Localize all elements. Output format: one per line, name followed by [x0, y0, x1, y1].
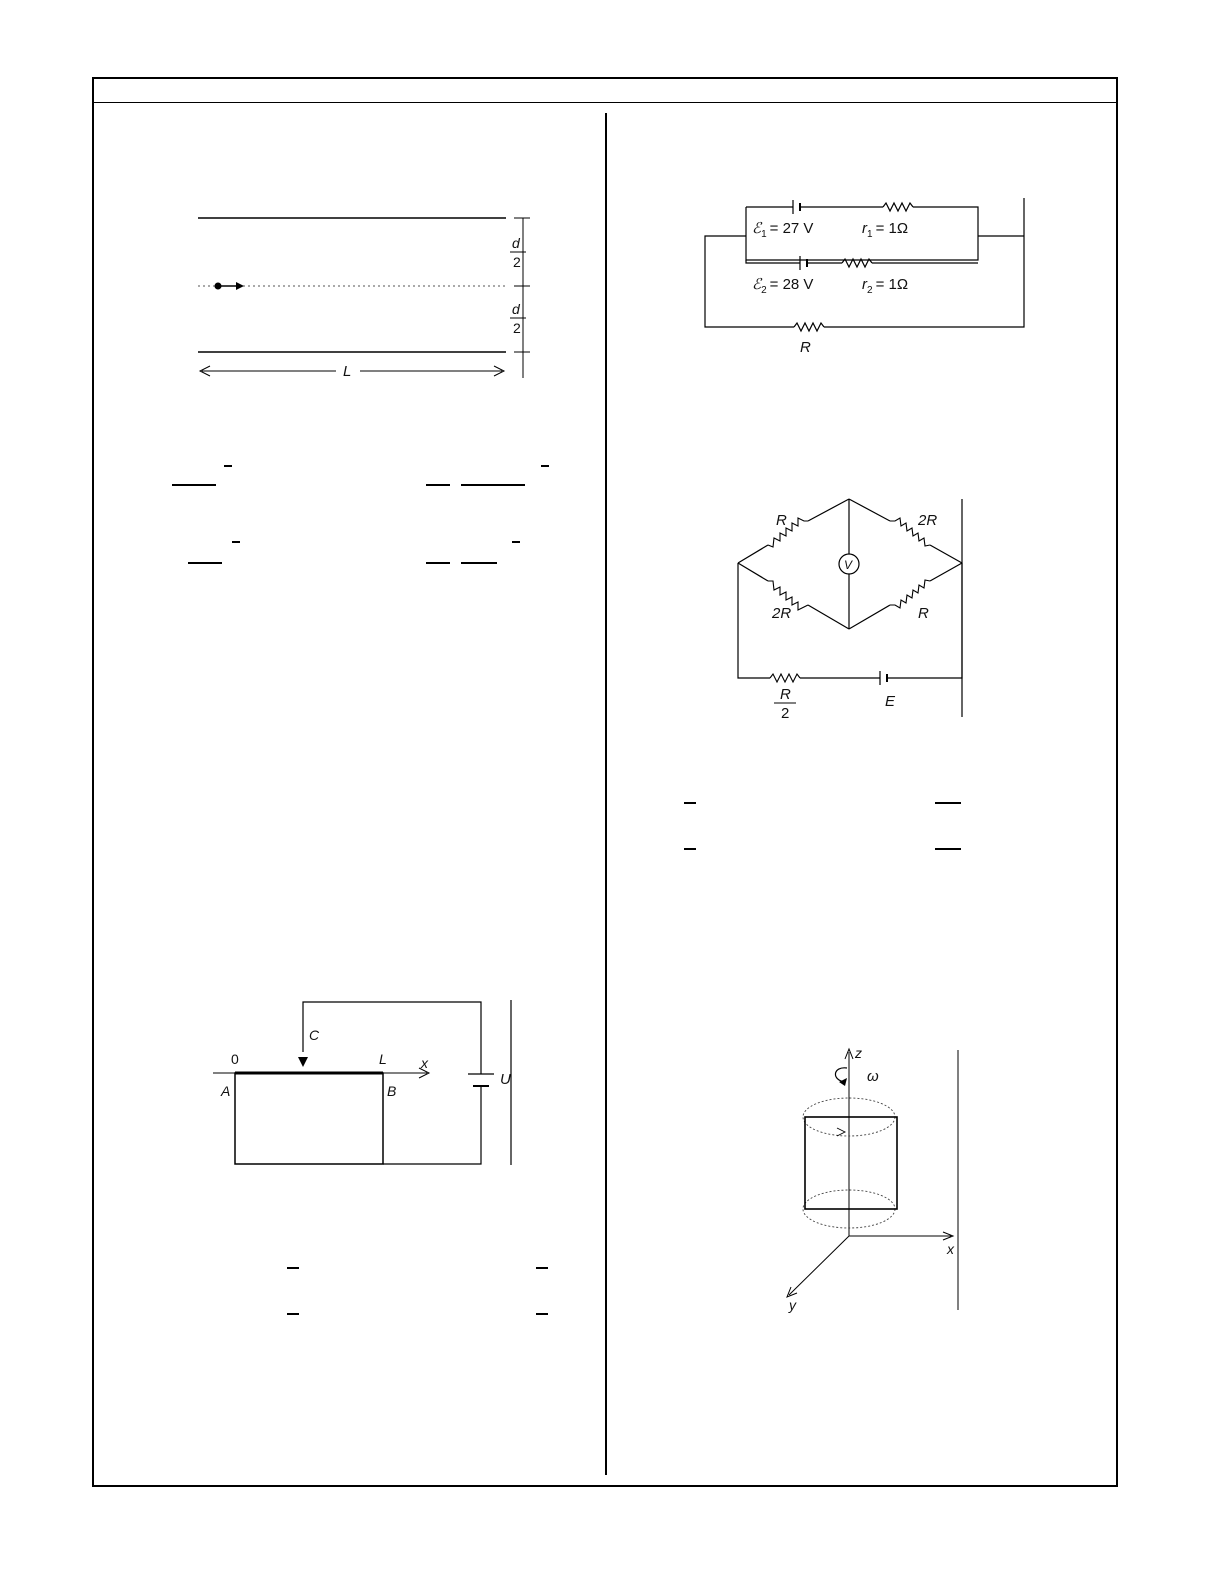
battery-e2: [800, 256, 807, 270]
battery-E: [880, 671, 887, 685]
z-axis-label: z: [855, 1045, 862, 1061]
svg-text:r1= 1Ω: [862, 220, 908, 240]
resistor-bottom-right: [890, 580, 930, 608]
voltmeter-label: V: [844, 558, 853, 572]
half-d-top-den: 2: [513, 254, 521, 270]
length-label: L: [343, 363, 352, 380]
resistor-R: [794, 323, 824, 331]
battery-e1: [793, 200, 800, 214]
svg-text:r2= 1Ω: [862, 276, 908, 296]
omega-label: ω: [867, 1068, 879, 1085]
svg-text:ℰ2= 28 V: [752, 276, 813, 296]
contact-arrowhead: [298, 1057, 308, 1067]
fraction-bar: [188, 562, 222, 564]
conducting-plate: [235, 1073, 383, 1164]
rotation-direction-marker: [837, 1128, 845, 1136]
resistor-r1: [883, 203, 913, 211]
r2-symbol: r: [862, 276, 867, 293]
emf2-value: = 28 V: [769, 276, 814, 293]
particle: [215, 282, 245, 290]
x-end-label: L: [379, 1051, 387, 1067]
half-R-denominator: 2: [781, 705, 790, 722]
fraction-bar: [287, 1267, 299, 1269]
fraction-bar: [287, 1313, 299, 1315]
r2-subscript: 2: [867, 285, 873, 296]
half-R-numerator: R: [780, 686, 791, 703]
x-origin-label: 0: [231, 1051, 239, 1067]
fraction-bar: [935, 848, 961, 850]
label-bottom-right: R: [918, 605, 929, 622]
half-d-bottom-num: d: [512, 301, 520, 317]
label-top-left: R: [776, 512, 787, 529]
x-axis-label: x: [421, 1055, 428, 1071]
fraction-bar: [461, 562, 497, 564]
emf1-value: = 27 V: [769, 220, 814, 237]
parallel-plates-figure: [190, 210, 550, 390]
battery-E-label: E: [885, 693, 896, 710]
x-axis-label: x: [947, 1241, 954, 1257]
emf2-symbol: ℰ: [752, 276, 762, 293]
label-top-right: 2R: [918, 512, 938, 529]
fraction-bar: [541, 465, 549, 467]
resistor-top-left: [768, 518, 808, 547]
fraction-bar: [684, 802, 696, 804]
fraction-bar: [536, 1313, 548, 1315]
battery-U: [468, 1074, 494, 1086]
fraction-bar: [512, 541, 520, 543]
emf1-subscript: 1: [761, 229, 767, 240]
contact-label: C: [309, 1027, 320, 1043]
battery-U-label: U: [500, 1071, 511, 1088]
svg-text:ℰ1= 27 V: [752, 220, 813, 240]
fraction-bar: [536, 1267, 548, 1269]
r1-value: = 1Ω: [875, 220, 909, 237]
label-bottom-left: 2R: [772, 605, 792, 622]
emf1-symbol: ℰ: [752, 220, 762, 237]
battery-circuit-figure: [700, 190, 1040, 365]
point-B-label: B: [387, 1083, 397, 1099]
r2-value: = 1Ω: [875, 276, 909, 293]
circuit-wires: [303, 1000, 511, 1165]
sliding-contact-figure: [205, 995, 535, 1170]
emf2-subscript: 2: [761, 285, 767, 296]
cylinder-cross-section: [805, 1117, 897, 1209]
fraction-bar: [224, 465, 232, 467]
length-arrow: [200, 366, 504, 376]
fraction-bar: [232, 541, 240, 543]
header-rule: [92, 102, 1118, 103]
point-A-label: A: [221, 1083, 231, 1099]
resistor-half-R: [770, 674, 800, 682]
half-d-top-num: d: [512, 235, 520, 251]
fraction-bar: [426, 562, 450, 564]
fraction-bar: [684, 848, 696, 850]
rotating-cylinder-figure: [775, 1040, 975, 1315]
column-divider: [605, 113, 607, 1475]
y-axis-label: y: [789, 1297, 796, 1313]
fraction-bar: [935, 802, 961, 804]
bridge-circuit-figure: [730, 495, 975, 725]
r1-subscript: 1: [867, 229, 873, 240]
fraction-bar: [426, 484, 450, 486]
r1-symbol: r: [862, 220, 867, 237]
circuit-wires: [705, 198, 1024, 327]
y-axis: [789, 1236, 849, 1295]
resistor-R-label: R: [800, 339, 811, 356]
fraction-bar: [172, 484, 216, 486]
half-d-bottom-den: 2: [513, 320, 521, 336]
fraction-bar: [461, 484, 525, 486]
